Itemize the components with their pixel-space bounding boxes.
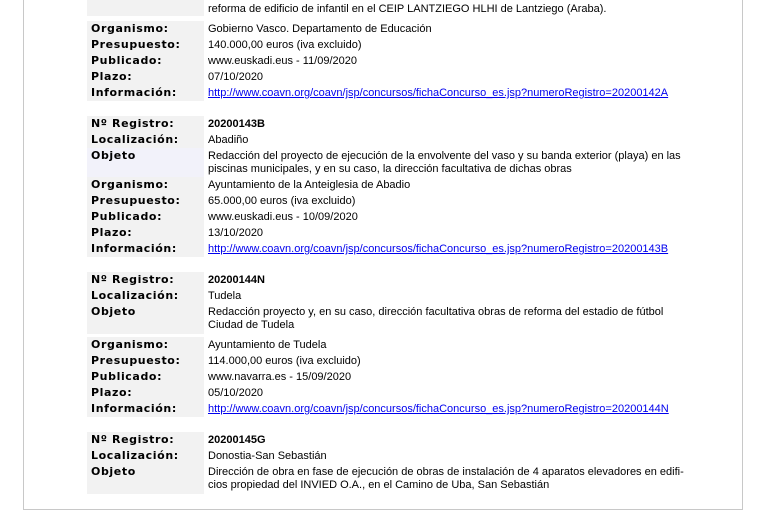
objeto-label: Objeto (87, 464, 204, 494)
organismo-label: Organismo: (87, 177, 204, 193)
presupuesto-value: 114.000,00 euros (iva excluido) (208, 355, 361, 367)
registro-value: 20200143B (208, 118, 265, 130)
publicado-label: Publicado: (87, 209, 204, 225)
presupuesto-label: Presupuesto: (87, 193, 204, 209)
objeto-value: reforma de edificio de infantil en el CEIP LANTZIEGO HLHI de Lantziego (Araba). (208, 3, 607, 15)
publicado-value: www.euskadi.eus - 11/09/2020 (208, 55, 357, 67)
plazo-value: 05/10/2020 (208, 387, 264, 399)
presupuesto-value: 140.000,00 euros (iva excluido) (208, 39, 362, 51)
informacion-label: Información: (87, 85, 204, 101)
objeto-value: Redacción del proyecto de ejecución de la envolvente del vaso y su banda exterior (playa) en las piscinas municipales, y en su caso, la dirección facultativa de dichas obras (208, 150, 681, 175)
plazo-value: 07/10/2020 (208, 71, 264, 83)
localizacion-value: Abadiño (208, 134, 249, 146)
publicado-value: www.euskadi.eus - 10/09/2020 (208, 211, 358, 223)
publicado-label: Publicado: (87, 53, 204, 69)
informacion-value (208, 85, 698, 100)
plazo-label: Plazo: (87, 69, 204, 85)
presupuesto-label: Presupuesto: (87, 37, 204, 53)
informacion-value (208, 241, 698, 256)
localizacion-label: Localización: (87, 288, 204, 304)
publicado-value: www.navarra.es - 15/09/2020 (208, 371, 352, 383)
registro-label: Nº Registro: (87, 116, 204, 132)
informacion-link[interactable]: http://www.coavn.org/coavn/jsp/concursos/fichaConcurso_es.jsp?numeroRegistro=20200144N (208, 403, 669, 415)
informacion-link[interactable]: http://www.coavn.org/coavn/jsp/concursos/fichaConcurso_es.jsp?numeroRegistro=20200143B (208, 243, 669, 255)
plazo-label: Plazo: (87, 385, 204, 401)
organismo-label: Organismo: (87, 21, 204, 37)
informacion-value (208, 401, 698, 416)
objeto-value: Redacción proyecto y, en su caso, dirección facultativa obras de reforma del estadio de fútbol Ciudad de Tudela (208, 306, 664, 331)
objeto-label: Objeto (87, 148, 204, 178)
informacion-label: Información: (87, 401, 204, 417)
organismo-value: Ayuntamiento de Tudela (208, 339, 327, 351)
registro-label: Nº Registro: (87, 272, 204, 288)
localizacion-label: Localización: (87, 132, 204, 148)
plazo-label: Plazo: (87, 225, 204, 241)
presupuesto-value: 65.000,00 euros (iva excluido) (208, 195, 356, 207)
registro-value: 20200144N (208, 274, 265, 286)
localizacion-label: Localización: (87, 448, 204, 464)
plazo-value: 13/10/2020 (208, 227, 264, 239)
organismo-label: Organismo: (87, 337, 204, 353)
organismo-value: Ayuntamiento de la Anteiglesia de Abadio (208, 179, 411, 191)
organismo-value: Gobierno Vasco. Departamento de Educación (208, 23, 432, 35)
localizacion-value: Tudela (208, 290, 242, 302)
registro-value: 20200145G (208, 434, 266, 446)
objeto-label-cont (87, 0, 204, 16)
registro-label: Nº Registro: (87, 432, 204, 448)
presupuesto-label: Presupuesto: (87, 353, 204, 369)
informacion-label: Información: (87, 241, 204, 257)
publicado-label: Publicado: (87, 369, 204, 385)
objeto-label: Objeto (87, 304, 204, 334)
objeto-value: Dirección de obra en fase de ejecución de obras de instalación de 4 aparatos elevadores en edifi-cios propiedad del INVIED O.A., en el Camino de Uba, San Sebastián (208, 466, 684, 491)
informacion-link[interactable]: http://www.coavn.org/coavn/jsp/concursos/fichaConcurso_es.jsp?numeroRegistro=20200142A (208, 87, 669, 99)
localizacion-value: Donostia-San Sebastián (208, 450, 327, 462)
